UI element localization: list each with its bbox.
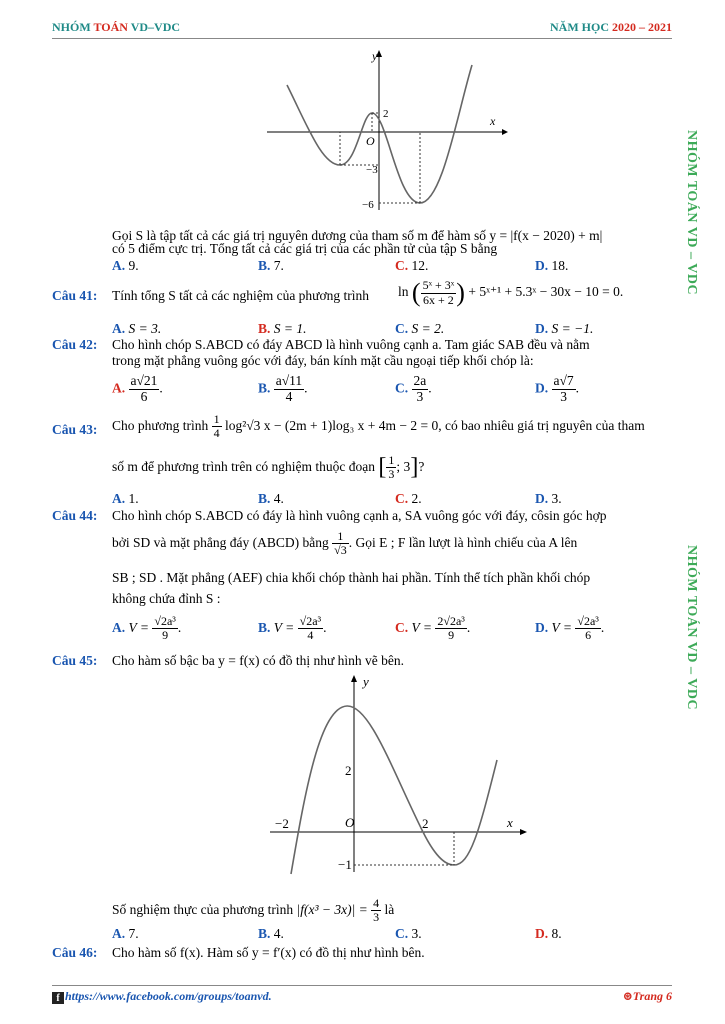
- q40-graph: [262, 45, 512, 215]
- q44-line1: Cho hình chóp S.ABCD có đáy là hình vuông cạnh a, SA vuông góc với đáy, côsin góc hợp: [112, 508, 607, 523]
- q44-option-a: A. V = $\frac{\text{√2a³}}{9}$ .: [112, 614, 182, 643]
- q42-option-b: B. $\frac{a√11}{4}$ .: [258, 373, 308, 404]
- header-group-highlight: TOÁN: [93, 20, 128, 34]
- q40-option-d: D. 18.: [535, 258, 569, 273]
- q45-x-label: x: [507, 815, 513, 830]
- header-divider: [52, 38, 672, 39]
- q44-line4: không chứa đỉnh S :: [112, 591, 221, 606]
- q41-option-a: A. S = 3.: [112, 321, 162, 336]
- q40-option-b: B. 7.: [258, 258, 284, 273]
- facebook-icon: f: [52, 992, 64, 1004]
- footer-url[interactable]: https://www.facebook.com/groups/toanvd.: [65, 989, 272, 1003]
- q40-tick-2: 2: [383, 108, 389, 120]
- side-label-bottom: NHÓM TOÁN VD – VDC: [684, 545, 699, 711]
- q43-line2: số m để phương trình trên có nghiệm thuộc đoạn [ $\frac{1}{3}$ ; 3]?: [112, 453, 425, 482]
- q43-option-b: B. 4.: [258, 491, 284, 506]
- q42-line2: trong mặt phẳng vuông góc với đáy, bán kính mặt cầu ngoại tiếp khối chóp là:: [112, 353, 534, 368]
- q41-option-b: B. S = 1.: [258, 321, 307, 336]
- q43-option-d: D. 3.: [535, 491, 562, 506]
- q41-eq-num: 5ˣ + 3ˣ: [422, 278, 455, 293]
- q42-line1: Cho hình chóp S.ABCD có đáy ABCD là hình vuông cạnh a. Tam giác SAB đều và nằm: [112, 337, 590, 352]
- q41-option-d: D. S = −1.: [535, 321, 594, 336]
- footer-page: [623, 989, 672, 1004]
- q45-text: Cho hàm số bậc ba y = f(x) có đồ thị như hình vẽ bên.: [112, 653, 404, 668]
- q40-option-a: A. 9.: [112, 258, 139, 273]
- q45-y-label: y: [363, 674, 369, 689]
- q42-label: Câu 42:: [52, 337, 98, 352]
- page-number: Trang 6: [632, 989, 672, 1003]
- header-left: [52, 20, 180, 35]
- q43-equation: log²√3 x − (2m + 1)log₃ x + 4m − 2 = 0: [224, 417, 439, 433]
- q46-text: Cho hàm số f(x). Hàm số y = f′(x) có đồ thị như hình bên.: [112, 945, 425, 960]
- q42-option-d: D. $\frac{a√7}{3}$ .: [535, 373, 580, 404]
- q45-graph: [265, 672, 530, 877]
- q45-option-a: A. 7.: [112, 926, 139, 941]
- q45-curve: [291, 706, 497, 874]
- header-year-label: NĂM HỌC: [550, 20, 612, 34]
- q44-option-c: C. V = $\frac{\text{2√2a³}}{9}$ .: [395, 614, 471, 643]
- q41-option-c: C. S = 2.: [395, 321, 445, 336]
- page-symbol-icon: ⊛: [622, 989, 633, 1003]
- q40-tick-minus-6: −6: [362, 199, 374, 211]
- header-year-value: 2020 – 2021: [612, 20, 672, 34]
- q43-option-c: C. 2.: [395, 491, 422, 506]
- footer-link[interactable]: [52, 989, 272, 1004]
- q41-eq-rest: + 5ˣ⁺¹ + 5.3ˣ − 30x − 10 = 0.: [468, 284, 624, 300]
- q44-label: Câu 44:: [52, 508, 98, 523]
- footer-divider: [52, 985, 672, 986]
- q40-y-label: y: [372, 49, 378, 63]
- q41-equation: ln ( $\frac{\text{5ˣ + 3ˣ}}{6x + 2}$ ) + 5ˣ⁺¹ + 5.3ˣ − 30x − 10 = 0.: [398, 278, 624, 307]
- q44-line3: SB ; SD . Mặt phẳng (AEF) chia khối chóp thành hai phần. Tính thể tích phần khối chóp: [112, 570, 591, 585]
- q45-question: Số nghiệm thực của phương trình |f(x³ − 3x)| = $\frac{4}{3}$ là: [112, 896, 395, 925]
- q40-x-label: x: [490, 114, 496, 128]
- side-label-top: NHÓM TOÁN VD – VDC: [684, 130, 699, 296]
- q40-option-c: C. 12.: [395, 258, 429, 273]
- q41-label: Câu 41:: [52, 288, 98, 303]
- q45-origin-label: O: [345, 815, 355, 830]
- q45-tick-y-2: 2: [345, 763, 352, 778]
- q40-tick-minus-3: −3: [366, 164, 378, 176]
- q45-option-d: D. 8.: [535, 926, 562, 941]
- q44-line2: bởi SD và mặt phẳng đáy (ABCD) bằng $\frac{1}{√3}$ . Gọi E ; F lần lượt là hình chiếu của A lên: [112, 529, 578, 558]
- q44-option-d: D. V = $\frac{\text{√2a³}}{6}$ .: [535, 614, 605, 643]
- q45-option-c: C. 3.: [395, 926, 422, 941]
- q43-line1: Cho phương trình $\frac{1}{4}$ log²√3 x − (2m + 1)log₃ x + 4m − 2 = 0, có bao nhiêu giá trị nguyên của tham: [112, 412, 645, 441]
- q45-tick-x-2: 2: [422, 816, 429, 831]
- q45-tick-y-minus-1: −1: [338, 857, 352, 872]
- q45-tick-x-minus-2: −2: [275, 816, 289, 831]
- q44-option-b: B. V = $\frac{\text{√2a³}}{4}$ .: [258, 614, 327, 643]
- q46-label: Câu 46:: [52, 945, 98, 960]
- q42-option-a: A. $\frac{a√21}{6}$ .: [112, 373, 163, 404]
- q45-option-b: B. 4.: [258, 926, 284, 941]
- q42-option-c: C. $\frac{2a}{3}$ .: [395, 373, 432, 404]
- q41-text: Tính tổng S tất cả các nghiệm của phương trình: [112, 288, 370, 303]
- q40-origin-label: O: [366, 134, 375, 148]
- q41-eq-ln: ln: [398, 284, 409, 300]
- q40-text-line1: Gọi S là tập tất cả các giá trị nguyên dương của tham số m để hàm số y = |f(x − 2020) + m|: [112, 228, 603, 243]
- q40-text-line2: có 5 điểm cực trị. Tổng tất cả các giá trị của các phần tử của tập S bằng: [112, 241, 498, 256]
- header-right: [550, 20, 672, 35]
- q45-label: Câu 45:: [52, 653, 98, 668]
- header-group-suffix: VD–VDC: [127, 20, 181, 34]
- header-group-text: NHÓM: [52, 20, 94, 34]
- q43-label: Câu 43:: [52, 422, 98, 437]
- q43-option-a: A. 1.: [112, 491, 139, 506]
- q41-eq-den: 6x + 2: [423, 292, 454, 307]
